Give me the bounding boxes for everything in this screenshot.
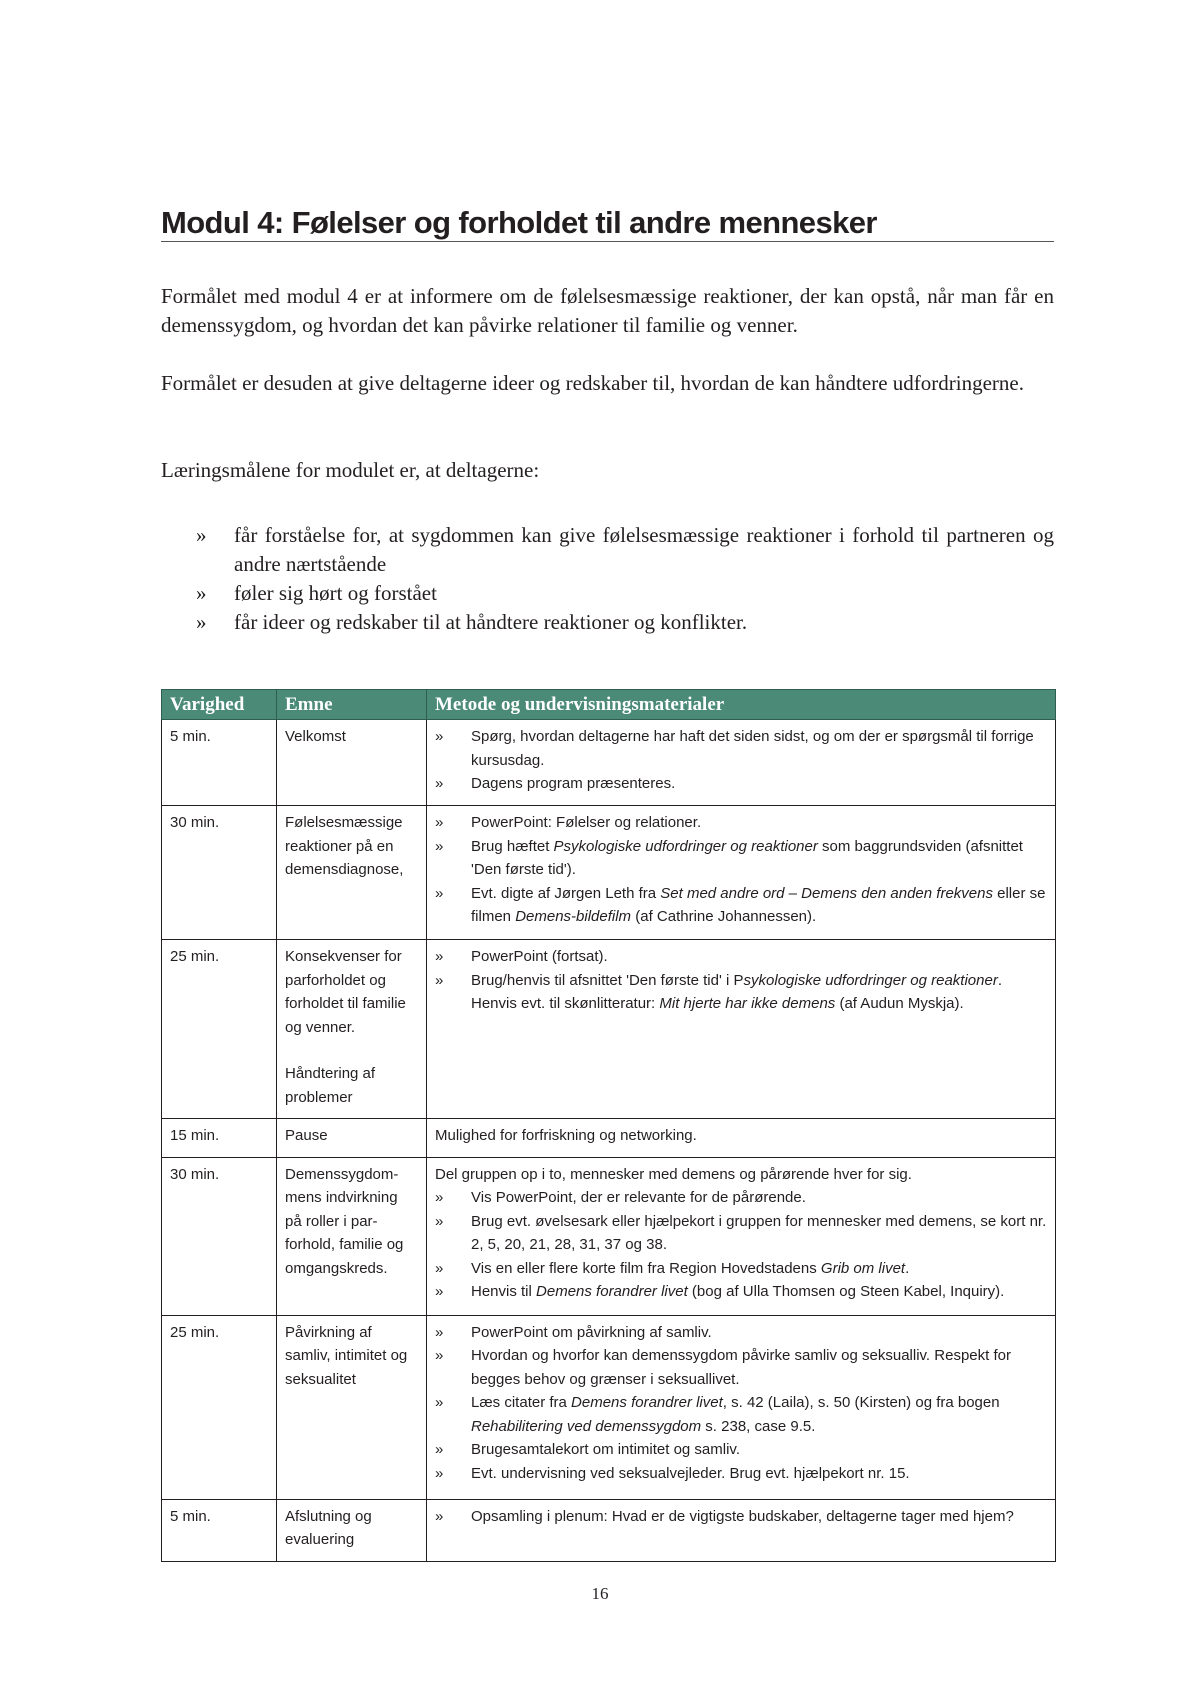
- title-divider: [161, 241, 1054, 242]
- method-text: (bog af Ulla Thomsen og Steen Kabel, Inquiry).: [687, 1283, 1005, 1300]
- learning-goal-item: » får forståelse for, at sygdommen kan give følelsesmæssige reaktioner i forhold til partneren og andre nærtstående: [196, 523, 1054, 576]
- method-cell: [427, 1157, 1056, 1315]
- method-list-item: [435, 945, 1047, 969]
- italic-title: Rehabilitering ved demenssygdom: [471, 1417, 702, 1435]
- topic-cell: [277, 1499, 427, 1561]
- bullet-marker: »: [435, 1189, 444, 1206]
- italic-title: Set med andre ord – Demens den anden frekvens: [660, 884, 993, 902]
- table-body: [162, 720, 1056, 1562]
- method-list: [435, 1505, 1047, 1529]
- method-list-item: [435, 1186, 1047, 1210]
- method-text: Vis PowerPoint, der er relevante for de pårørende.: [471, 1189, 806, 1206]
- table-row: [162, 940, 1056, 1119]
- method-list-item: [435, 725, 1047, 772]
- method-text: PowerPoint (fortsat).: [471, 948, 608, 965]
- method-list: [435, 945, 1047, 1016]
- method-cell: [427, 940, 1056, 1119]
- learning-goal-item: » får ideer og redskaber til at håndtere reaktioner og konflikter.: [161, 608, 1054, 637]
- table-row: [162, 1499, 1056, 1561]
- italic-title: Mit hjerte har ikke demens: [659, 995, 836, 1012]
- method-cell: [427, 1499, 1056, 1561]
- topic-cell: [277, 1119, 427, 1158]
- bullet-marker: »: [435, 1464, 444, 1482]
- topic-cell: [277, 1315, 427, 1499]
- method-text: PowerPoint: Følelser og relationer.: [471, 814, 702, 831]
- method-text: . Henvis evt. til skønlitteratur:: [471, 971, 1002, 1012]
- bullet-marker: »: [435, 971, 444, 989]
- method-text: Hvordan og hvorfor kan demenssygdom påvirke samliv og seksualliv. Respekt for begges behov og grænser i seksuallivet.: [471, 1347, 1011, 1388]
- topic-text: Demenssygdom-mens indvirkning på roller i par-forhold, familie og omgangskreds.: [285, 1165, 404, 1277]
- module-schedule-table: [161, 689, 1056, 1562]
- method-intro-text: Mulighed for forfriskning og networking.: [435, 1127, 697, 1144]
- duration-cell: 25 min.: [162, 940, 277, 1119]
- method-list-item: [435, 1462, 1047, 1486]
- italic-title: Demens-bildefilm: [515, 908, 632, 925]
- bullet-marker: »: [196, 610, 207, 634]
- topic-text: Afslutning og evaluering: [285, 1507, 372, 1548]
- method-cell: [427, 720, 1056, 806]
- bullet-marker: »: [435, 884, 444, 902]
- column-header-duration: Varighed: [162, 690, 277, 720]
- bullet-marker: »: [196, 581, 207, 605]
- bullet-marker: »: [435, 728, 444, 745]
- method-list: [435, 1321, 1047, 1486]
- topic-extra-text: Håndtering af problemer: [285, 1065, 376, 1106]
- topic-cell: [277, 940, 427, 1119]
- method-text: Henvis til: [471, 1283, 537, 1300]
- method-text: Brug/henvis til afsnittet 'Den første tid' i P: [471, 971, 744, 989]
- method-text: Opsamling i plenum: Hvad er de vigtigste budskaber, deltagerne tager med hjem?: [471, 1507, 1014, 1525]
- method-list-item: [435, 1210, 1047, 1257]
- method-cell: [427, 1119, 1056, 1158]
- method-cell: [427, 1315, 1056, 1499]
- duration-cell: 25 min.: [162, 1315, 277, 1499]
- bullet-marker: »: [435, 1283, 444, 1300]
- learning-goals-lead: Læringsmålene for modulet er, at deltagerne:: [161, 458, 540, 482]
- bullet-marker: »: [435, 948, 444, 965]
- method-list-item: [435, 969, 1047, 1016]
- learning-goals-list: [161, 521, 1054, 637]
- duration-cell: 5 min.: [162, 720, 277, 806]
- bullet-marker: »: [435, 1259, 444, 1277]
- method-list: [435, 1186, 1047, 1304]
- method-list-item: [435, 811, 1047, 835]
- method-list-item: [435, 1321, 1047, 1345]
- topic-text: Velkomst: [285, 728, 346, 745]
- table-row: [162, 1315, 1056, 1499]
- table-row: [162, 1119, 1056, 1158]
- italic-title: sykologiske udfordringer og reaktioner: [743, 971, 998, 989]
- duration-cell: 15 min.: [162, 1119, 277, 1158]
- topic-cell: [277, 720, 427, 806]
- table-row: [162, 806, 1056, 940]
- duration-cell: 30 min.: [162, 806, 277, 940]
- method-text: s. 238, case 9.5.: [701, 1417, 816, 1435]
- method-intro-text: Del gruppen op i to, mennesker med demens og pårørende hver for sig.: [435, 1165, 912, 1183]
- method-list-item: [435, 1280, 1047, 1304]
- italic-title: Psykologiske udfordringer og reaktioner: [553, 837, 818, 855]
- method-text: Evt. digte af Jørgen Leth fra: [471, 884, 661, 902]
- method-text: Spørg, hvordan deltagerne har haft det siden sidst, og om der er spørgsmål til forrige kursusdag.: [471, 728, 1034, 769]
- method-list-item: [435, 1257, 1047, 1281]
- topic-spacer: [285, 1039, 418, 1062]
- method-text: , s. 42 (Laila), s. 50 (Kirsten) og fra bogen: [722, 1394, 1000, 1411]
- method-list-item: [435, 882, 1047, 929]
- method-text: PowerPoint om påvirkning af samliv.: [471, 1323, 712, 1341]
- bullet-marker: »: [435, 837, 444, 855]
- duration-cell: 5 min.: [162, 1499, 277, 1561]
- topic-text: Konsekvenser for parforholdet og forholdet til familie og venner.: [285, 948, 406, 1036]
- column-header-method: Metode og undervisningsmaterialer: [427, 690, 1056, 720]
- method-text: Brug evt. øvelsesark eller hjælpekort i gruppen for mennesker med demens, se kort nr. 2, 5, 20, 21, 28, 31, 37 og 38.: [471, 1212, 1047, 1253]
- method-list-item: [435, 1391, 1047, 1438]
- italic-title: Demens forandrer livet: [536, 1283, 688, 1300]
- bullet-marker: »: [435, 814, 444, 831]
- method-text: Brugesamtalekort om intimitet og samliv.: [471, 1441, 740, 1458]
- method-text: .: [905, 1259, 910, 1277]
- bullet-marker: »: [435, 1507, 444, 1525]
- purpose-paragraph: Formålet er desuden at give deltagerne ideer og redskaber til, hvordan de kan håndtere udfordringerne.: [161, 371, 1024, 395]
- method-text: (af Cathrine Johannessen).: [631, 908, 817, 925]
- bullet-marker: »: [435, 1347, 444, 1364]
- bullet-marker: »: [435, 1441, 444, 1458]
- bullet-marker: »: [196, 523, 207, 547]
- method-text: eller se filmen: [471, 884, 1046, 925]
- italic-title: Demens forandrer livet: [571, 1394, 723, 1411]
- topic-text: Følelsesmæssige reaktioner på en demensdiagnose,: [285, 814, 404, 878]
- topic-cell: [277, 806, 427, 940]
- method-text: Brug hæftet: [471, 837, 554, 855]
- duration-cell: 30 min.: [162, 1157, 277, 1315]
- table-row: [162, 1157, 1056, 1315]
- method-list-item: [435, 835, 1047, 882]
- method-list-item: [435, 772, 1047, 796]
- method-list: [435, 811, 1047, 929]
- method-cell: [427, 806, 1056, 940]
- page-title: Modul 4: Følelser og forholdet til andre mennesker: [161, 204, 877, 240]
- method-list-item: [435, 1505, 1047, 1529]
- method-list-item: [435, 1438, 1047, 1462]
- topic-cell: [277, 1157, 427, 1315]
- bullet-marker: »: [435, 1212, 444, 1230]
- column-header-topic: Emne: [277, 690, 427, 720]
- method-text: Vis en eller flere korte film fra Region Hovedstadens: [471, 1259, 821, 1277]
- method-text: som baggrundsviden (afsnittet 'Den første tid').: [471, 837, 1023, 878]
- bullet-marker: »: [435, 1323, 444, 1341]
- intro-paragraph: Formålet med modul 4 er at informere om de følelsesmæssige reaktioner, der kan opstå, når man får en demenssygdom, og hvordan det kan påvirke relationer til familie og venner.: [161, 284, 1054, 337]
- bullet-marker: »: [435, 1394, 444, 1411]
- method-text: Evt. undervisning ved seksualvejleder. Brug evt. hjælpekort nr. 15.: [471, 1464, 910, 1482]
- table-header-row: [162, 690, 1056, 720]
- method-list: [435, 725, 1047, 796]
- topic-text: Påvirkning af samliv, intimitet og seksualitet: [285, 1323, 408, 1388]
- method-text: (af Audun Myskja).: [835, 995, 964, 1012]
- italic-title: Grib om livet: [820, 1259, 906, 1277]
- method-text: Dagens program præsenteres.: [471, 775, 676, 792]
- table-row: [162, 720, 1056, 806]
- bullet-marker: »: [435, 775, 444, 792]
- page-number: 16: [591, 1584, 609, 1603]
- method-list-item: [435, 1344, 1047, 1391]
- method-text: Læs citater fra: [471, 1394, 572, 1411]
- topic-text: Pause: [285, 1127, 328, 1144]
- learning-goal-item: » føler sig hørt og forstået: [161, 579, 1054, 608]
